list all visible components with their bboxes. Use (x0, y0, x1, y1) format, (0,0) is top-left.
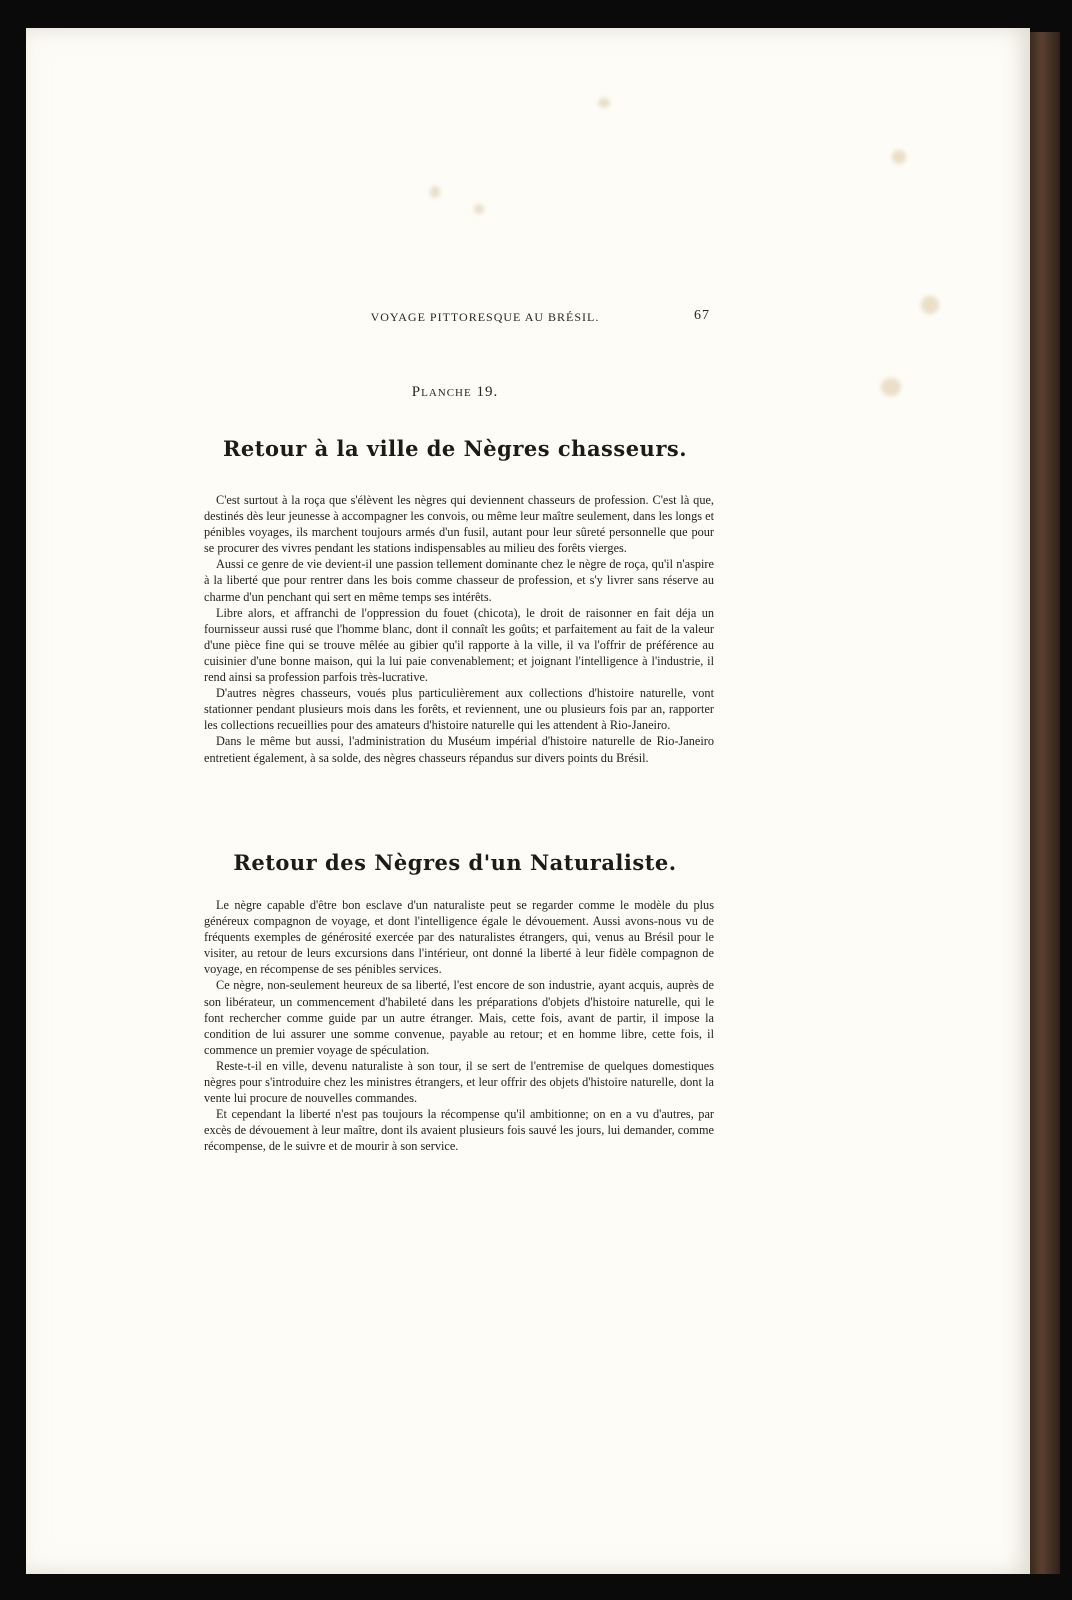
foxing-stain (598, 98, 610, 108)
foxing-stain (430, 186, 440, 198)
paragraph: Dans le même but aussi, l'administration du Muséum impérial d'histoire naturelle de Rio-Janeiro entretient également, à sa solde, des nègres chasseurs répandus sur divers points du Brésil. (204, 734, 714, 765)
section-body (204, 492, 714, 766)
paragraph: Libre alors, et affranchi de l'oppression du fouet (chicota), le droit de raisonner en fait déja un fournisseur aussi rusé que l'homme blanc, dont il connaît les goûts; et parfaitement au fait de la valeur d'une pièce fine qui se trouve mêlée au gibier qu'il rapporte à la ville, il va l'offrir de préférence au cuisinier d'une bonne maison, qui la lui paie convenablement; et joignant l'intelligence à l'industrie, il rend ainsi sa profession parfois très-lucrative. (204, 605, 714, 685)
foxing-stain (474, 204, 484, 214)
foxing-stain (921, 296, 939, 314)
section-heading: Retour des Nègres d'un Naturaliste. (233, 850, 677, 875)
paragraph: Et cependant la liberté n'est pas toujours la récompense qu'il ambitionne; on en a vu d'autres, par excès de dévouement à leur maître, dont ils avaient plusieurs fois sauvé les jours, lui demander, comme récompense, de le suivre et de mourir à son service. (204, 1107, 714, 1154)
plate-label: Planche 19. (411, 384, 499, 400)
paragraph: Ce nègre, non-seulement heureux de sa liberté, l'est encore de son industrie, ayant acquis, auprès de son libérateur, un commencement d'habileté dans les préparations d'objets d'histoire naturelle, qui le font rechercher comme guide par un autre étranger. Mais, cette fois, avant de partir, il impose la condition de lui assurer une somme convenue, payable au retour; et en homme libre, cette fois, il commence un premier voyage de spéculation. (204, 978, 714, 1057)
paragraph: D'autres nègres chasseurs, voués plus particulièrement aux collections d'histoire naturelle, vont stationner pendant plusieurs mois dans les forêts, et reviennent, une ou plusieurs fois par an, rapporter les collections recueillies pour des amateurs d'histoire naturelle qui les attendent à Rio-Janeiro. (204, 686, 714, 733)
running-title: VOYAGE PITTORESQUE AU BRÉSIL. (370, 310, 600, 324)
paragraph: C'est surtout à la roça que s'élèvent les nègres qui deviennent chasseurs de profession. C'est là que, destinés dès leur jeunesse à accompagner les convois, ou même leur maître seulement, dans les longs et pénibles voyages, ils marchent toujours armés d'un fusil, autant pour leur sûreté personnelle que pour se procurer des vivres pendant les stations indispensables au milieu des forêts vierges. (204, 493, 714, 556)
paragraph: Aussi ce genre de vie devient-il une passion tellement dominante chez le nègre de roça, qu'il n'aspire à la liberté que pour rentrer dans les bois comme chasseur de profession, et s'y livrer sans réserve au charme d'un penchant qui sert en même temps ses intérêts. (204, 557, 714, 604)
paragraph: Reste-t-il en ville, devenu naturaliste à son tour, il se sert de l'entremise de quelques domestiques nègres pour s'introduire chez les ministres étrangers, et leur offrir des objets d'histoire naturelle, dont la vente lui procure de nouvelles commandes. (204, 1058, 714, 1106)
page-number: 67 (694, 308, 710, 323)
paragraph: Le nègre capable d'être bon esclave d'un naturaliste peut se regarder comme le modèle du plus généreux compagnon de voyage, et dont l'intelligence égale le dévouement. Aussi avons-nous vu de fréquents exemples de générosité exercée par des naturalistes étrangers, qui, venus au Brésil pour le visiter, au retour de leurs excursions dans l'intérieur, ont donné la liberté à leur fidèle compagnon de voyage, en récompense de ses pénibles services. (204, 898, 714, 977)
running-head (200, 310, 710, 330)
section-body (204, 897, 714, 1155)
section-heading: Retour à la ville de Nègres chasseurs. (222, 436, 688, 461)
book-page (26, 28, 1030, 1574)
book-spine (1030, 32, 1060, 1574)
foxing-stain (892, 150, 906, 164)
foxing-stain (881, 378, 901, 396)
